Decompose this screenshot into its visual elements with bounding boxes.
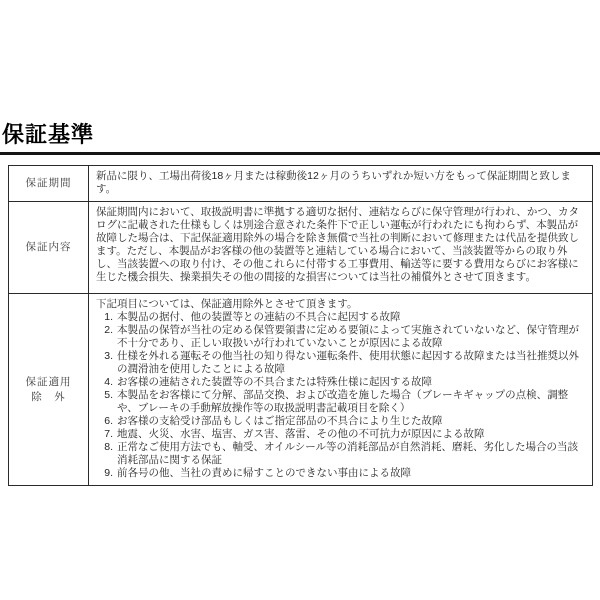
list-item-number: 4. xyxy=(104,376,113,388)
list-item xyxy=(96,428,586,441)
title-rule xyxy=(0,152,600,155)
list-item-text: 本製品をお客様にて分解、部品交換、および改造を施した場合（ブレーキギャップの点検、調整や、ブレーキの手動解放操作等の取扱説明書記載項目を除く） xyxy=(117,389,569,414)
list-item-text: 前各号の他、当社の責めに帰すことのできない事由による故障 xyxy=(117,467,411,479)
exclusion-label xyxy=(26,375,72,405)
warranty-table xyxy=(8,165,593,486)
page-title: 保証基準 xyxy=(2,122,95,147)
list-item-text: 本製品の保管が当社の定める保管要領書に定める要領によって実施されていないなど、保守管理が不十分であり、正しい取扱いが行われていないことが原因による故障 xyxy=(117,324,579,349)
warranty-coverage-text: 保証期間内において、取扱説明書に準拠する適切な据付、連結ならびに保守管理が行われ、かつ、カタログに記載された仕様もしくは別途合意された条件下で正しい運転が行われたにも拘わらず、本製品が故障した場合は、下記保証適用除外の場合を除き無償で当社の判断において修理または代品を提供致します。ただし、本製品がお客様の他の装置等と連結している場合において、当該装置等からの取り外し、当該装置への取り付け、その他これらに付帯する工事費用、輸送等に要する費用ならびにお客様に生じた機会損失、操業損失その他の間接的な損害については当社の補償外とさせて頂きます。 xyxy=(96,206,579,283)
list-item xyxy=(96,389,586,415)
list-item-number: 5. xyxy=(104,389,113,401)
row-content-warranty-exclusions xyxy=(89,294,593,486)
exclusion-list xyxy=(96,311,586,480)
table-row-warranty-exclusions xyxy=(9,294,593,486)
list-item-number: 7. xyxy=(104,428,113,440)
exclusion-intro: 下記項目については、保証適用除外とさせて頂きます。 xyxy=(96,298,358,310)
row-content-warranty-period xyxy=(89,166,593,202)
list-item-number: 1. xyxy=(104,311,113,323)
list-item-number: 8. xyxy=(104,441,113,453)
table-row-warranty-period xyxy=(9,166,593,202)
list-item-text: お客様の連結された装置等の不具合または特殊仕様に起因する故障 xyxy=(117,376,432,388)
list-item-text: 正常なご使用方法でも、軸受、オイルシール等の消耗部品が自然消耗、磨耗、劣化した場合の当該消耗部品に関する保証 xyxy=(117,441,579,466)
row-label-warranty-period: 保証期間 xyxy=(9,166,89,202)
exclusion-label-line1: 保証適用 xyxy=(25,375,72,388)
warranty-period-text: 新品に限り、工場出荷後18ヶ月または稼動後12ヶ月のうちいずれか短い方をもって保証期間と致します。 xyxy=(96,170,571,195)
list-item xyxy=(96,376,586,389)
list-item-text: 地震、火災、水害、塩害、ガス害、落雷、その他の不可抗力が原因による故障 xyxy=(117,428,485,440)
row-content-warranty-coverage xyxy=(89,202,593,294)
list-item-number: 2. xyxy=(104,324,113,336)
list-item-text: お客様の支給受け部品もしくはご指定部品の不具合により生じた故障 xyxy=(117,415,443,427)
list-item xyxy=(96,311,586,324)
list-item-number: 6. xyxy=(104,415,113,427)
list-item xyxy=(96,350,586,376)
list-item xyxy=(96,324,586,350)
list-item-number: 3. xyxy=(104,350,113,362)
list-item xyxy=(96,441,586,467)
row-label-warranty-coverage: 保証内容 xyxy=(9,202,89,294)
list-item-text: 本製品の据付、他の装置等との連結の不具合に起因する故障 xyxy=(117,311,401,323)
table-row-warranty-coverage xyxy=(9,202,593,294)
row-label-warranty-exclusions xyxy=(9,294,89,486)
list-item-number: 9. xyxy=(104,467,113,479)
list-item xyxy=(96,467,586,480)
list-item-text: 仕様を外れる運転その他当社の知り得ない運転条件、使用状態に起因する故障または当社推奨以外の潤滑油を使用したことによる故障 xyxy=(117,350,579,375)
exclusion-label-line2: 除 外 xyxy=(31,390,66,403)
list-item xyxy=(96,415,586,428)
